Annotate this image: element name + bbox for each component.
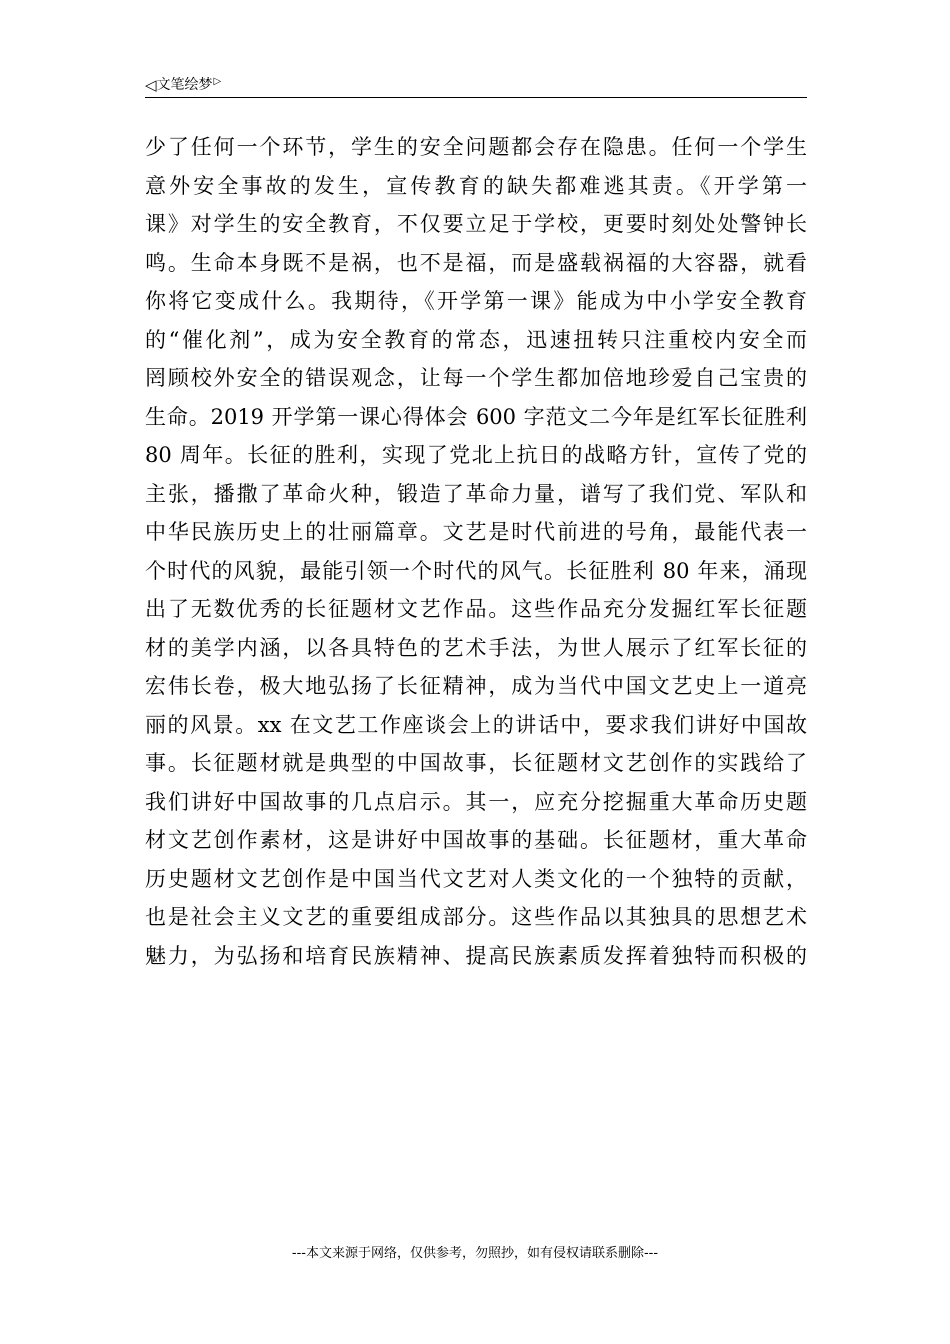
text-line: 少了任何一个环节，学生的安全问题都会存在隐患。任何一个学生 <box>145 135 807 159</box>
text-line: 中华民族历史上的壮丽篇章。文艺是时代前进的号角，最能代表一 <box>145 520 807 544</box>
right-triangle-icon: ▷ <box>213 76 222 87</box>
text-line: 生命。2019 开学第一课心得体会 600 字范文二今年是红军长征胜利 <box>145 404 807 429</box>
text-line: 鸣。生命本身既不是祸，也不是福，而是盛载祸福的大容器，就看 <box>145 250 807 275</box>
text-line: 你将它变成什么。我期待，《开学第一课》能成为中小学安全教育 <box>145 289 807 313</box>
text-line: 主张，播撒了革命火种，锻造了革命力量，谱写了我们党、军队和 <box>145 481 807 506</box>
text-line: 历史题材文艺创作是中国当代文艺对人类文化的一个独特的贡献， <box>145 866 807 891</box>
text-line: 意外安全事故的发生，宣传教育的缺失都难逃其责。《开学第一 <box>145 173 807 198</box>
text-line: 课》对学生的安全教育，不仅要立足于学校，更要时刻处处警钟长 <box>145 212 807 236</box>
body-text <box>145 128 807 975</box>
header-divider <box>145 97 807 98</box>
text-line: 个时代的风貌，最能引领一个时代的风气。长征胜利 80 年来，涌现 <box>145 558 807 583</box>
text-line: 材的美学内涵，以各具特色的艺术手法，为世人展示了红军长征的 <box>145 635 807 660</box>
text-line: 事。长征题材就是典型的中国故事，长征题材文艺创作的实践给了 <box>145 751 807 775</box>
header-title: 文笔绘梦 <box>156 77 213 93</box>
text-line: 的“催化剂”，成为安全教育的常态，迅速扭转只注重校内安全而 <box>145 327 807 352</box>
text-line: 罔顾校外安全的错误观念，让每一个学生都加倍地珍爱自己宝贵的 <box>145 366 807 390</box>
text-line: 出了无数优秀的长征题材文艺作品。这些作品充分发掘红军长征题 <box>145 597 807 621</box>
text-line: 材文艺创作素材，这是讲好中国故事的基础。长征题材，重大革命 <box>145 828 807 852</box>
page-header <box>145 74 221 96</box>
text-line: 魅力，为弘扬和培育民族精神、提高民族素质发挥着独特而积极的 <box>145 943 807 968</box>
text-line: 也是社会主义文艺的重要组成部分。这些作品以其独具的思想艺术 <box>145 905 807 929</box>
text-line: 宏伟长卷，极大地弘扬了长征精神，成为当代中国文艺史上一道亮 <box>145 674 807 698</box>
text-line: 我们讲好中国故事的几点启示。其一，应充分挖掘重大革命历史题 <box>145 789 807 814</box>
text-line: 丽的风景。xx 在文艺工作座谈会上的讲话中，要求我们讲好中国故 <box>145 712 807 737</box>
left-triangle-icon: ◁ <box>145 76 157 94</box>
text-line: 80 周年。长征的胜利，实现了党北上抗日的战略方针，宣传了党的 <box>145 443 807 467</box>
footer-notice: ---本文来源于网络，仅供参考，勿照抄，如有侵权请联系删除--- <box>291 1246 659 1261</box>
